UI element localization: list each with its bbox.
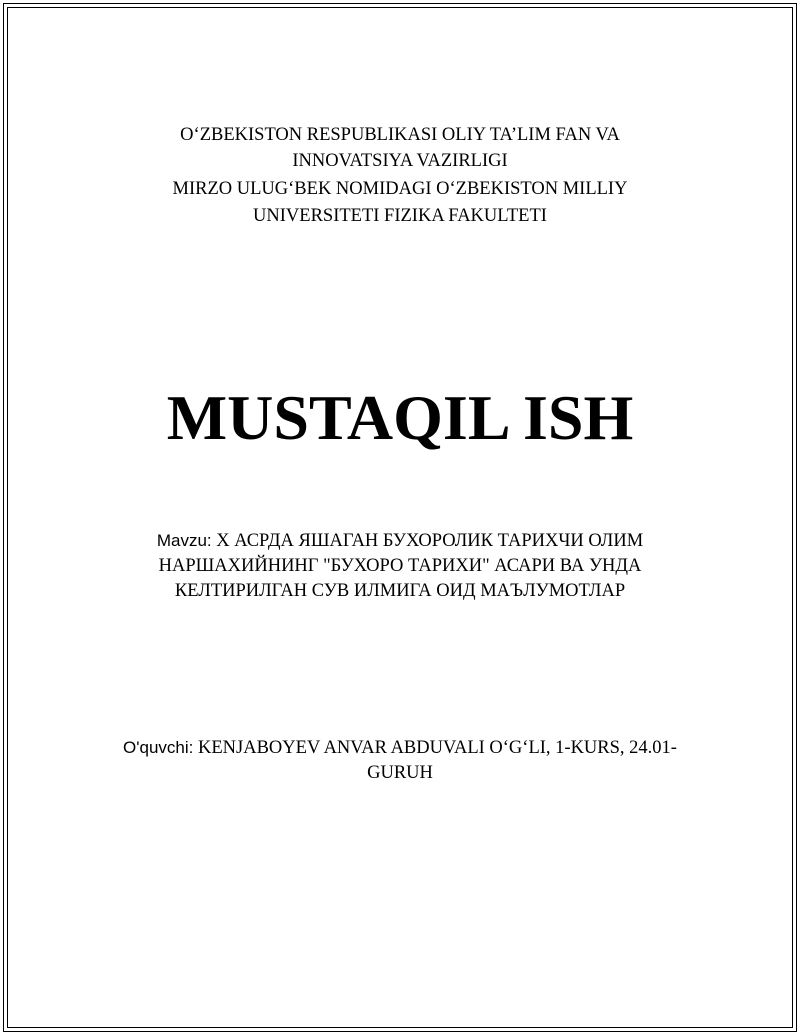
student-text-1: KENJABOYEV ANVAR ABDUVALI O‘G‘LI, 1-KURS, 24.01- xyxy=(198,738,677,758)
ministry-line-1: O‘ZBEKISTON RESPUBLIKASI OLIY TA’LIM FAN VA xyxy=(180,125,620,145)
document-title: MUSTAQIL ISH xyxy=(166,382,634,453)
ministry-line-2: INNOVATSIYA VAZIRLIGI xyxy=(292,151,508,171)
student-line-2: GURUH xyxy=(367,763,433,783)
topic-line-2: НАРШАХИЙНИНГ "БУХОРО ТАРИХИ" АСАРИ ВА УНДА xyxy=(158,556,642,576)
university-line-1: MIRZO ULUG‘BEK NOMIDAGI O‘ZBEKISTON MILLIY xyxy=(172,179,628,199)
university-line-2: UNIVERSITETI FIZIKA FAKULTETI xyxy=(253,206,547,226)
student-line-1 xyxy=(0,735,800,761)
topic-text-1: Х АСРДА ЯШАГАН БУХОРОЛИК ТАРИХЧИ ОЛИМ xyxy=(216,531,644,551)
topic-line-3: КЕЛТИРИЛГАН СУВ ИЛМИГА ОИД МАЪЛУМОТЛАР xyxy=(174,581,626,601)
topic-line-1 xyxy=(0,528,800,554)
topic-label: Mavzu: xyxy=(156,531,212,550)
student-label: O'quvchi: xyxy=(123,738,194,757)
